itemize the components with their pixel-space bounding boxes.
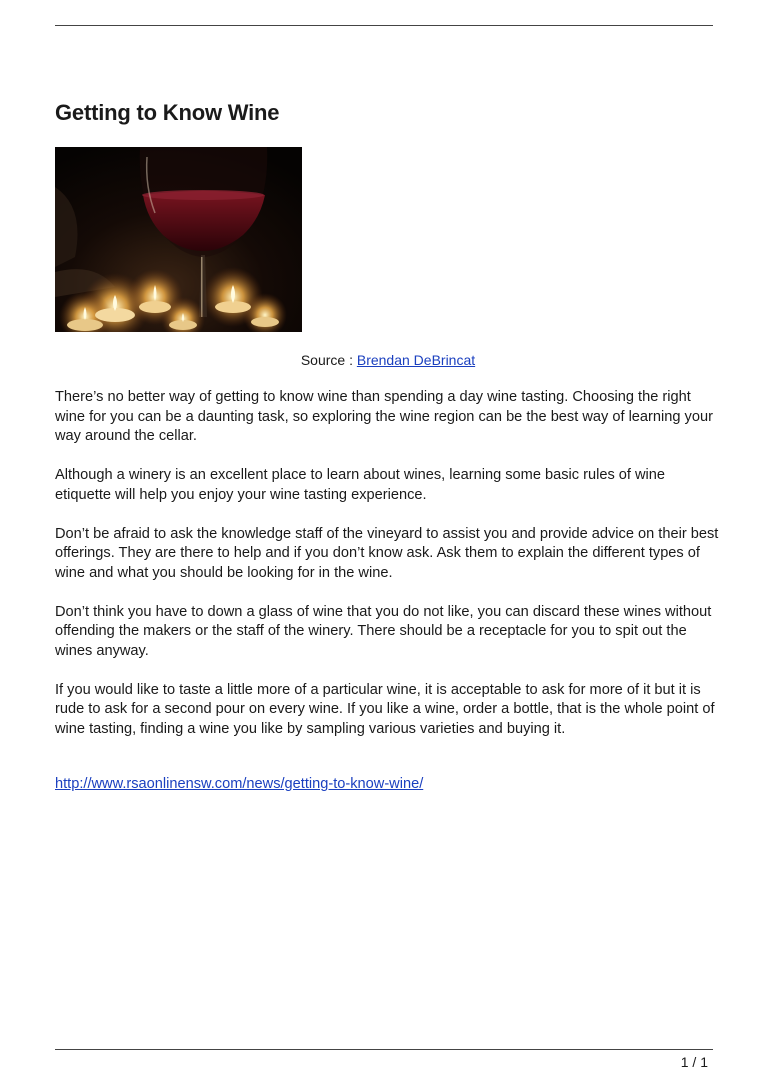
paragraph-4: Don’t think you have to down a glass of wine that you do not like, you can discard these wines without offending the makers or the staff of the winery. There should be a receptacle for you to spit out the wines anyway. <box>55 603 712 659</box>
paragraph-2: Although a winery is an excellent place to learn about wines, learning some basic rules of wine etiquette will help you enjoy your wine tasting experience. <box>55 467 666 503</box>
page-number: 1 / 1 <box>680 1054 708 1070</box>
image-source-caption <box>0 352 768 368</box>
paragraph-1: There’s no better way of getting to know wine than spending a day wine tasting. Choosing the right wine for you can be a daunting task, so exploring the wine region can be the best way of learning your way around the cellar. <box>55 389 713 444</box>
source-prefix: Source : <box>300 352 357 368</box>
bottom-rule <box>55 1049 713 1050</box>
wine-glass-candles-photo <box>55 147 302 332</box>
top-rule <box>55 25 713 26</box>
paragraph-5: If you would like to taste a little more of a particular wine, it is acceptable to ask for more of it but it is rude to ask for a second pour on every wine. If you like a wine, order a bottle, that is the whole point of wine tasting, finding a wine you like by sampling various varieties and buying it. <box>55 681 715 737</box>
paragraph-3: Don’t be afraid to ask the knowledge staff of the vineyard to assist you and provide advice on their best offerings. They are there to help and if you don’t know ask. Ask them to explain the different types of wine and what you should be looking for in the wine. <box>55 525 719 581</box>
source-author-link[interactable]: Brendan DeBrincat <box>356 352 476 368</box>
article-url-link[interactable]: http://www.rsaonlinensw.com/news/getting-to-know-wine/ <box>55 776 424 792</box>
article-url-line <box>55 776 423 792</box>
page-title: Getting to Know Wine <box>55 100 280 125</box>
article-body <box>55 388 720 759</box>
